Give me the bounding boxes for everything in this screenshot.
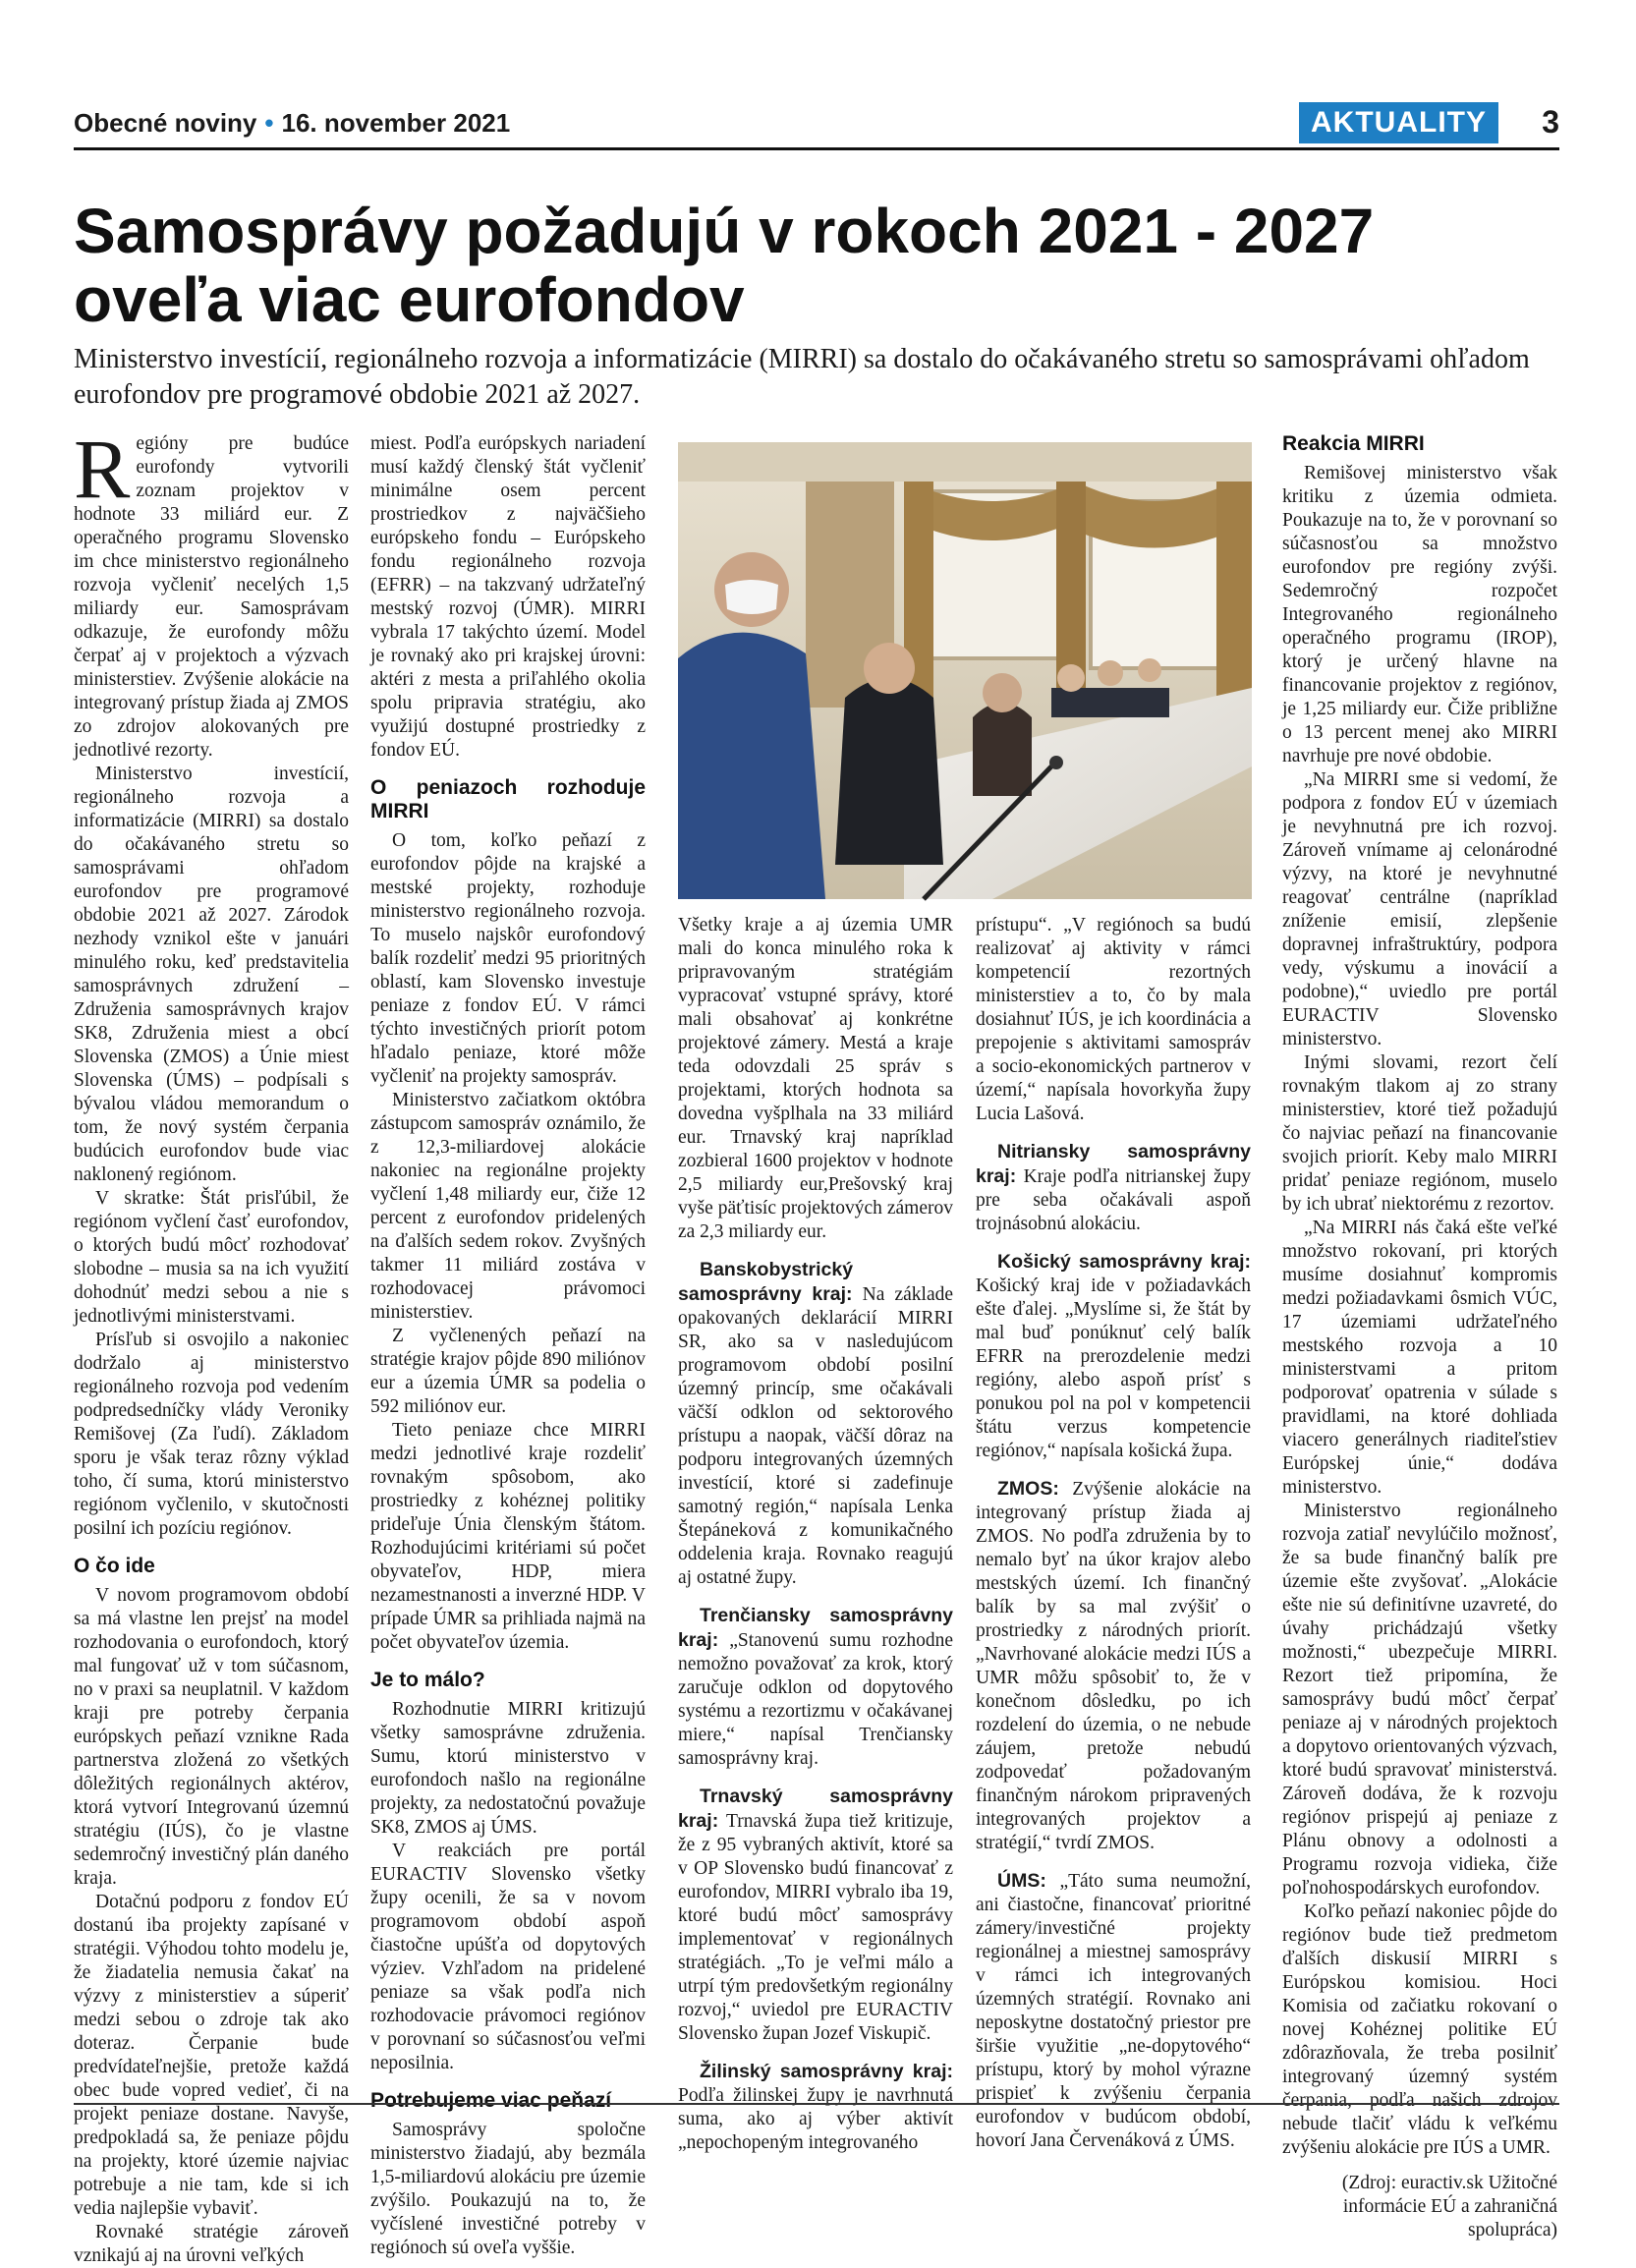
paragraph: [678, 1604, 953, 1771]
text-column-3: [678, 914, 954, 2153]
paragraph: Z vyčlenených peňazí na stratégie krajov pôjde 890 miliónov eur a územia ÚMR sa podelia o 592 miliónov eur.: [370, 1326, 646, 1417]
paragraph: Všetky kraje a aj územia UMR mali do konca minulého roka k pripravovaným stratégiám vypracovať vstupné správy, ktoré mali obsahovať aj konkrétne projektové zámery. Mestá a kraje teda odovzdali 25 správ s projektami, ktorých hodnota sa dovedna vyšplhala na 33 miliárd eur. Trnavský kraj napríklad zozbieral 1600 projektov v hodnote 2,5 miliardy eur,Prešovský kraj vyše päťtisíc projektových zámerov za 2,3 miliardy eur.: [678, 915, 953, 1242]
paragraph: Rozhodnutie MIRRI kritizujú všetky samosprávne združenia. Sumu, ktorú ministerstvo v eurofondoch našlo na regionálne projekty, za nedostatočnú považuje SK8, ZMOS aj ÚMS.: [370, 1699, 646, 1838]
paragraph-text: Košický kraj ide v požiadavkách ešte ďalej. „Myslíme si, že štát by mal buď ponúknuť celý balík EFRR na prerozdelenie medzi regióny, alebo aspoň prísť s ponukou pol na pol v kompetencii štátu verzus kompetencie regiónov,“ napísala košická župa.: [976, 1276, 1251, 1461]
text-column-4: [976, 914, 1251, 2151]
region-label: Trenčiansky samosprávny kraj:: [678, 1605, 953, 1651]
subheading: Je to málo?: [370, 1669, 485, 1691]
region-label: ZMOS:: [997, 1478, 1059, 1500]
paragraph: Ministerstvo investícií, regionálneho rozvoja a informatizácie (MIRRI) sa dostalo do očakávaného stretu so samosprávami ohľadom eurofondov pre programové obdobie 2021 až 2027. Zárodok nezhody vznikol ešte v januári minulého roku, keď predstavitelia samosprávnych združení – Združenia samosprávnych krajov SK8, Združenia miest a obcí Slovenska (ZMOS) a Únie miest Slovenska (ÚMS) – podpísali s bývalou vládou memorandum o tom, že nový systém čerpania budúcich eurofondov bude viac naklonený regiónom.: [74, 764, 349, 1185]
paragraph: Prísľub si osvojilo a nakoniec dodržalo aj ministerstvo regionálneho rozvoja pod vedením podpredsedníčky vlády Veroniky Remišovej (Za ľudí). Základom sporu je však teraz rôzny výklad toho, čí suma, ktorú ministerstvo regiónom vyčlenilo, v skutočnosti posilní ich pozíciu regiónov.: [74, 1330, 349, 1539]
paragraph: Tieto peniaze chce MIRRI medzi jednotlivé kraje rozdeliť rovnakým spôsobom, ako prostriedky z kohéznej politiky prideľuje Únia členským štátom. Rozhodujúcimi kritériami sú počet obyvateľov, HDP, miera nezamestnanosti a inverzné HDP. V prípade ÚMR sa prihliada najmä na počet obyvateľov územia.: [370, 1420, 646, 1653]
paragraph-text: „Stanovenú sumu rozhodne nemožno považovať za krok, ktorý zaručuje odklon od dopytového systému a rezortizmu v očakávanej miere,“ napísal Trenčiansky samosprávny kraj.: [678, 1630, 953, 1769]
header-rule: [74, 147, 1559, 150]
subheading: O čo ide: [74, 1555, 155, 1577]
paragraph-text: Na základe opakovaných deklarácií MIRRI SR, ako sa v nasledujúcom programovom období posilní územný princíp, sme očakávali väčší odklon od sektorového prístupu a naopak, väčší dôraz na podporu integrovaných územných investícií, ktoré si zadefinuje samotný región,“ napísala Lenka Štepáneková z komunikačného oddelenia kraja. Rovnako reagujú aj ostatné župy.: [678, 1284, 954, 1588]
page-number: 3: [1542, 104, 1559, 140]
paragraph: „Na MIRRI sme si vedomí, že podpora z fondov EÚ v územiach je nevyhnutná pre ich rozvoj. Zároveň vnímame aj celonárodné výzvy, na ktoré je nevyhnutné reagovať centrálne (napríklad zníženie emisií, zlepšenie dopravnej infraštruktúry, podpora vedy, výskumu a inovácií a podobne),“ uviedlo pre portál EURACTIV Slovensko ministerstvo.: [1282, 769, 1557, 1049]
paragraph: Samosprávy spoločne ministerstvo žiadajú, aby bezmála 1,5-miliardovú alokáciu pre územie zvýšilo. Poukazujú na to, že vyčíslené investičné potreby v regiónoch sú oveľa vyššie.: [370, 2120, 646, 2258]
paragraph: [976, 1477, 1251, 1855]
meeting-photo: [678, 442, 1252, 899]
paragraph: V novom programovom období sa má vlastne len prejsť na model rozhodovania o eurofondoch, ktorý mal fungovať už v tom súčasnom, no v praxi sa neuplatnil. V každom kraji pre potreby čerpania európskych peňazí vznikne Rada partnerstva zložená zo všetkých dôležitých regionálnych aktérov, ktorá vytvorí Integrovanú územnú stratégiu (IÚS), čo je vlastne sedemročný investičný plán daného kraja.: [74, 1585, 349, 1889]
paragraph: Ministerstvo regionálneho rozvoja zatiaľ nevylúčilo možnosť, že sa bude finančný balík pre územie ešte zvyšovať. „Alokácie ešte nie sú definitívne uzavreté, do úvahy prichádzajú všetky možnosti,“ ubezpečuje MIRRI. Rezort tiež pripomína, že samosprávy budú môcť čerpať peniaze aj v národných projektoch a dopytovo orientovaných výzvach, ktoré budú spravovať ministerstvá. Zároveň dodáva, že k rozvoju regiónov prispejú aj peniaze z Plánu obnovy a odolnosti a Programu rozvoja vidieka, čiže poľnohospodárskych eurofondov.: [1282, 1501, 1557, 1899]
drop-cap: R: [74, 422, 131, 516]
paragraph: Inými slovami, rezort čelí rovnakým tlakom aj zo strany ministerstiev, ktoré tiež požadujú čo najviac peňazí na financovanie svojich priorít. Keby malo MIRRI pridať peniaze regiónom, muselo by ich ubrať niektorému z rezortov.: [1282, 1052, 1557, 1215]
text-column-1: [74, 422, 349, 2266]
paragraph: V skratke: Štát prisľúbil, že regiónom vyčlení časť eurofondov, o ktorých budú môcť rozhodovať slobodne – musia sa na ich využití dohodnúť medzi sebou a nie s jednotlivými ministerstvami.: [74, 1188, 349, 1327]
subheading: Potrebujeme viac peňazí: [370, 2089, 612, 2112]
paragraph: [678, 2060, 953, 2155]
section-tag: AKTUALITY: [1299, 102, 1498, 143]
paragraph: miest. Podľa európskych nariadení musí každý členský štát vyčleniť minimálne osem percent prostriedkov z najväčšieho európskeho fondu – Európskeho fondu regionálneho rozvoja (EFRR) – na takzvaný udržateľný mestský rozvoj (ÚMR). MIRRI vybrala 17 takýchto území. Model je rovnaký ako pri krajskej úrovni: aktéri z mesta a priľahlého okolia spolu pripravia stratégiu, ako využijú dostupné prostriedky z fondov EÚ.: [370, 433, 646, 761]
region-label: Trnavský samosprávny kraj:: [678, 1786, 953, 1832]
paragraph: Ministerstvo začiatkom októbra zástupcom samospráv oznámilo, že z 12,3-miliardovej alokácie nakoniec na regionálne projekty vyčlení 1,48 miliardy eur, čiže 12 percent z eurofondov pridelených na ďalších sedem rokov. Zvyšných takmer 11 miliárd zostáva v rozhodovacej právomoci ministerstiev.: [370, 1090, 646, 1323]
publication-line: [74, 108, 510, 139]
region-label: ÚMS:: [997, 1870, 1046, 1892]
region-label: Nitriansky samosprávny kraj:: [976, 1141, 1251, 1187]
page-header: [74, 100, 1559, 151]
paragraph-text: egióny pre budúce eurofondy vytvorili zoznam projektov v hodnote 33 miliárd eur. Z operačného programu Slovensko im chce ministerstvo regionálneho rozvoja vyčleniť necelých 1,5 miliardy eur. Samosprávam odkazuje, že eurofondy môžu čerpať aj v projektoch a výzvach ministerstiev. Zvýšenie alokácie na integrovaný prístup žiada aj ZMOS zo zdrojov alokovaných pre jednotlivé rezorty.: [74, 433, 349, 761]
paragraph-text: Podľa žilinskej župy je navrhnutá suma, ako aj výber aktivít „nepochopeným integrovaného: [678, 2085, 953, 2153]
region-label: Banskobystrický samosprávny kraj:: [678, 1259, 854, 1305]
paragraph: Rovnaké stratégie zároveň vznikajú aj na úrovni veľkých: [74, 2222, 349, 2266]
bottom-rule: [74, 2103, 1559, 2105]
paragraph-text: Kraje podľa nitrianskej župy pre seba očakávali aspoň trojnásobnú alokáciu.: [976, 1166, 1251, 1234]
paragraph: prístupu“. „V regiónoch sa budú realizovať aj aktivity v rámci kompetencií rezortných ministerstiev a to, čo by mala dosiahnuť IÚS, je ich koordinácia a prepojenie s aktivitami samospráv a socio-ekonomických partnerov v území,“ napísala hovorkyňa župy Lucia Lašová.: [976, 915, 1251, 1124]
paragraph: [976, 1250, 1251, 1463]
separator-dot: •: [264, 108, 274, 138]
paragraph: [74, 422, 349, 763]
subheading: Reakcia MIRRI: [1282, 432, 1425, 455]
paragraph: „Na MIRRI nás čaká ešte veľké množstvo rokovaní, pri ktorých musíme dosiahnuť kompromis medzi požiadavkami ôsmich VÚC, 17 územiami udržateľného mestského rozvoja a 10 ministerstvami a pritom podporovať opatrenia v súlade s pravidlami, na ktoré dohliada viacero generálnych riaditeľstiev Európskej únie,“ dodáva ministerstvo.: [1282, 1218, 1557, 1498]
region-label: Žilinský samosprávny kraj:: [700, 2061, 953, 2082]
subheading: O peniazoch rozhoduje MIRRI: [370, 776, 646, 822]
issue-date: 16. november 2021: [281, 108, 511, 138]
paragraph: Dotačnú podporu z fondov EÚ dostanú iba projekty zapísané v stratégii. Výhodou tohto modelu je, že žiadatelia nemusia čakať na výzvy z ministerstiev a súperiť medzi sebou o zdroje tak ako doteraz. Čerpanie bude predvídateľnejšie, pretože každá obec bude vopred vedieť, či na projekt peniaze dostane. Navyše, predpokladá sa, že peniaze pôjdu na projekty, ktoré územie najviac potrebuje a nie tam, kde si ich vedia najlepšie vybaviť.: [74, 1892, 349, 2219]
paragraph: [678, 1785, 953, 2046]
paragraph: [976, 1869, 1251, 2153]
paragraph: [678, 1258, 953, 1590]
meeting-photo-illustration: [678, 442, 1252, 899]
paragraph-text: Zvýšenie alokácie na integrovaný prístup žiada aj ZMOS. No podľa združenia by to nemalo byť na úkor krajov alebo mestských území. Ich finančný balík by sa mal zvýšiť o prostriedky z národných priorít. „Navrhované alokácie medzi IÚS a UMR môžu spôsobiť to, že v konečnom dôsledku, po ich rozdelení do územia, o ne nebude záujem, pretože nebudú zodpovedať požadovaným finančným nárokom pripravených integrovaných projektov a stratégií,“ tvrdí ZMOS.: [976, 1479, 1251, 1853]
article-lead: Ministerstvo investícií, regionálneho rozvoja a informatizácie (MIRRI) sa dostalo do očakávaného stretu so samosprávami ohľadom eurofondov pre programové obdobie 2021 až 2027.: [74, 344, 1530, 410]
source-note: (Zdroj: euractiv.sk Užitočné informácie EÚ a zahraničná spolupráca): [1341, 2173, 1557, 2240]
paragraph-text: „Táto suma neumožní, ani čiastočne, financovať prioritné zámery/investičné projekty regionálnej a miestnej samosprávy v rámci ich integrovaných územných stratégií. Rovnako ani neposkytne dostatočný priestor pre širšie využitie „ne-dopytového“ prístupu, ktorý by mohol výrazne prispieť k zvýšeniu čerpania eurofondov v budúcom období, hovorí Jana Červenáková z ÚMS.: [976, 1871, 1251, 2151]
paragraph-text: Trnavská župa tiež kritizuje, že z 95 vybraných aktivít, ktoré sa v OP Slovensko budú financovať z eurofondov, MIRRI vybralo iba 19, ktoré budú môcť samosprávy implementovať v regionálnych stratégiách. „To je veľmi málo a utrpí tým predovšetkým regionálny rozvoj,“ uviedol pre EURACTIV Slovensko župan Jozef Viskupič.: [678, 1811, 953, 2044]
paragraph: Koľko peňazí nakoniec pôjde do regiónov bude tiež predmetom ďalších diskusií MIRRI s Európskou komisiou. Hoci Komisia od začiatku rokovaní o novej Kohéznej politike EÚ zdôrazňovala, že treba posilniť integrovaný územný systém čerpania, podľa našich zdrojov nebude tlačiť vládu k veľkému zvýšeniu alokácie pre IÚS a UMR.: [1282, 1901, 1557, 2158]
region-label: Košický samosprávny kraj:: [997, 1251, 1251, 1273]
text-column-5: [1282, 432, 1557, 2240]
paragraph: [976, 1140, 1251, 1236]
text-column-2: [370, 432, 646, 2258]
paragraph: V reakciách pre portál EURACTIV Slovensko všetky župy ocenili, že sa v novom programovom období aspoň čiastočne upúšťa od dopytových výziev. Vzhľadom na pridelené peniaze sa však podľa nich rozhodovacie právomoci regiónov v porovnaní so súčasnosťou veľmi neposilnia.: [370, 1841, 646, 2073]
paragraph: O tom, koľko peňazí z eurofondov pôjde na krajské a mestské projekty, rozhoduje ministerstvo regionálneho rozvoja. To muselo najskôr eurofondový balík rozdeliť medzi 95 prioritných oblastí, kam Slovensko investuje peniaze z fondov EÚ. V rámci týchto investičných priorít potom hľadalo peniaze, ktoré môže vyčleniť na projekty samospráv.: [370, 830, 646, 1087]
publication-name: Obecné noviny: [74, 108, 257, 138]
article-title: Samosprávy požadujú v rokoch 2021 - 2027 oveľa viac eurofondov: [74, 196, 1375, 335]
paragraph: Remišovej ministerstvo však kritiku z územia odmieta. Poukazuje na to, že v porovnaní so súčasnosťou sa množstvo eurofondov pre regióny zvýši. Sedemročný rozpočet Integrovaného regionálneho operačného programu (IROP), ktorý je určený hlavne na financovanie projektov z regiónov, je 1,25 miliardy eur. Čiže približne o 13 percent menej ako MIRRI navrhuje pre nové obdobie.: [1282, 463, 1557, 766]
